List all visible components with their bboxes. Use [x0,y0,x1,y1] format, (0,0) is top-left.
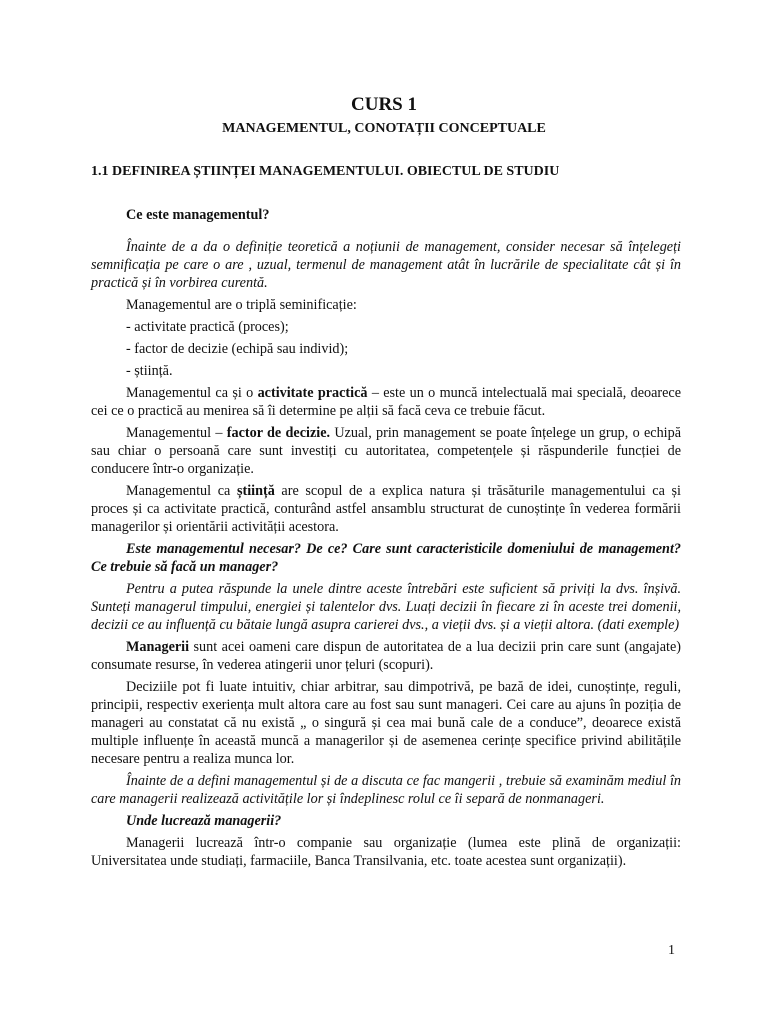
before-defining-paragraph: Înainte de a defini managementul și de a discuta ce fac mangerii , trebuie să examinăm mediul în care managerii realizează activitățile lor și îndeplinesc rolul ce îi separă de nonmanageri. [91,773,681,807]
body-text [91,206,681,874]
list-item: - activitate practică (proces); [126,319,289,335]
decision-factor-paragraph: Managementul – factor de decizie. Uzual, prin management se poate înțelege un grup, o echipă sau chiar o persoană care sunt investiți cu autoritatea, competențele și răspunderile funcției de conducere într-o organizație. [91,425,682,477]
question-where-managers-work: Unde lucrează managerii? [126,813,282,829]
list-item: - știință. [126,363,173,379]
managers-definition-paragraph: Managerii sunt acei oameni care dispun de autoritatea de a lua decizii prin care sunt (angajate) consumate resurse, în vederea atingerii unor țeluri (scopuri). [91,639,681,673]
managers-work-paragraph: Managerii lucrează într-o companie sau organizație (lumea este plină de organizații: Universitatea unde studiați, farmaciile, Banca Transilvania, etc. toate acestea sunt organizații). [91,835,681,869]
triple-meaning-paragraph: Managementul are o triplă seminificație: [126,297,357,313]
decisions-paragraph: Deciziile pot fi luate intuitiv, chiar arbitrar, sau dimpotrivă, pe bază de idei, cunoștințe, reguli, principii, respectiv exeriența mult altora care au fost sau sunt manageri. Cei care au ajuns în poziția de manageri au constatat că nu există „ o singură și cea mai bună cale de a conduce”, deoarece există multiple influențe în această muncă a managerilor și de asemenea cerințe specifice privind abilitățile necesare pentru a realiza munca lor. [91,679,681,767]
question-what-is-management: Ce este managementul? [126,207,270,223]
section-heading: 1.1 DEFINIREA ȘTIINȚEI MANAGEMENTULUI. OBIECTUL DE STUDIU [91,164,560,179]
science-paragraph: Managementul ca știință are scopul de a explica natura și trăsăturile managementului ca și proces și ca activitate practică, conturând astfel ansamblu structurat de cunoștințe în vederea formării managerilor și orientării activității acestora. [91,483,681,535]
answer-paragraph: Pentru a putea răspunde la unele dintre aceste întrebări este suficient să priviți la dvs. înșivă. Sunteți managerul timpului, energiei și talentelor dvs. Luați decizii în fiecare zi în aceste trei domenii, decizii ce au influență cu bătaie lungă asupra carierei dvs., a vieții dvs. și a vieții altora. (dati exemple) [91,581,681,633]
course-title: CURS 1 [351,94,417,115]
page-number: 1 [668,943,675,958]
course-subtitle: MANAGEMENTUL, CONOTAȚII CONCEPTUALE [222,121,546,136]
question-is-management-necessary: Este managementul necesar? De ce? Care sunt caracteristicile domeniului de management? Ce trebuie să facă un manager? [91,541,681,575]
list-item: - factor de decizie (echipă sau individ); [126,341,349,357]
intro-paragraph: Înainte de a da o definiție teoretică a noțiunii de management, consider necesar să înțelegeți semnificația pe care o are , uzual, termenul de management atât în lucrările de specialitate cât și în practică și în vorbirea curentă. [91,239,681,291]
practical-activity-paragraph: Managementul ca și o activitate practică – este un o muncă intelectuală mai specială, deoarece cei ce o practică au menirea să îi determine pe alții să facă ceva ce trebuie făcut. [91,385,681,419]
